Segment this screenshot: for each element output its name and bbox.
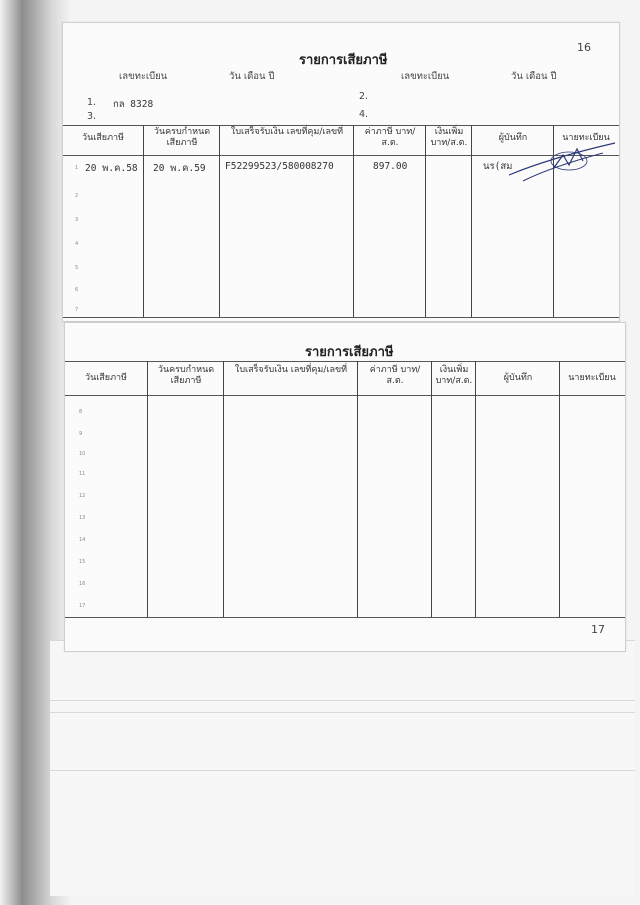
col-header-tax: ค่าภาษี บาท/ส.ต. [369,365,421,386]
column-divider [475,361,476,617]
row-marker: 15 [79,559,86,565]
date-label-left: วัน เดือน ปี [229,71,275,82]
row-marker: 16 [79,581,86,587]
cell-tax: 897.00 [373,161,408,172]
column-divider [147,361,148,617]
plate-value: กล 8328 [113,99,154,110]
row-marker: 3 [75,217,79,223]
column-divider [143,125,144,317]
col-header-paid-date: วันเสียภาษี [82,133,124,143]
table-top-rule [63,125,619,126]
column-divider [471,125,472,317]
reg-label-left: เลขทะเบียน [119,71,168,82]
col-header-surcharge: เงินเพิ่ม บาท/ส.ต. [435,365,473,386]
table-bottom-rule [65,617,625,618]
row-marker: 7 [75,307,79,313]
table-header-rule [65,395,625,396]
cell-recorder: นร(สม [483,161,513,172]
col-header-due-date: วันครบกำหนด เสียภาษี [157,365,215,386]
faint-rule [50,712,635,713]
table-top-rule [65,361,625,362]
col-header-surcharge: เงินเพิ่ม บาท/ส.ต. [430,127,468,148]
tax-record-page-top [62,22,620,322]
col-header-registrar: นายทะเบียน [568,373,616,383]
underlying-page [50,640,635,896]
plate-slot-number: 1. [87,97,97,108]
row-marker: 13 [79,515,86,521]
page-title: รายการเสียภาษี [305,345,394,360]
column-divider [219,125,220,317]
row-marker: 10 [79,451,86,457]
row-marker: 1 [75,165,79,171]
cell-paid-date: 20 พ.ค.58 [85,163,138,174]
col-header-paid-date: วันเสียภาษี [85,373,127,383]
col-header-receipt: ใบเสร็จรับเงิน เลขที่คุม/เลขที่ [230,127,344,137]
col-header-recorder: ผู้บันทึก [498,133,528,143]
reg-label-right: เลขทะเบียน [401,71,450,82]
col-header-recorder: ผู้บันทึก [503,373,533,383]
page-title: รายการเสียภาษี [299,53,388,68]
column-divider [223,361,224,617]
date-label-right: วัน เดือน ปี [511,71,557,82]
row-marker: 11 [79,471,86,477]
column-divider [357,361,358,617]
column-divider [559,361,560,617]
column-divider [425,125,426,317]
col-header-registrar: นายทะเบียน [562,133,610,143]
col-header-receipt: ใบเสร็จรับเงิน เลขที่คุม/เลขที่ [234,365,348,375]
row-marker: 2 [75,193,79,199]
page-number-top: 16 [577,41,591,54]
plate-slot-number: 2. [359,91,369,102]
cell-due-date: 20 พ.ค.59 [153,163,206,174]
row-marker: 9 [79,431,83,437]
column-divider [431,361,432,617]
plate-slot-number: 4. [359,109,369,120]
faint-rule [50,700,635,701]
col-header-due-date: วันครบกำหนด เสียภาษี [153,127,211,148]
column-divider [353,125,354,317]
col-header-tax: ค่าภาษี บาท/ส.ต. [364,127,416,148]
row-marker: 4 [75,241,79,247]
plate-slot-number: 3. [87,111,97,122]
row-marker: 14 [79,537,86,543]
registrar-stamp-signature [503,135,619,185]
faint-rule [50,770,635,771]
cell-receipt: F52299523/580008270 [225,161,334,172]
row-marker: 5 [75,265,79,271]
tax-record-page-bottom [64,322,626,652]
row-marker: 12 [79,493,86,499]
row-marker: 8 [79,409,83,415]
table-bottom-rule [63,317,619,318]
row-marker: 17 [79,603,86,609]
page-number-bottom: 17 [591,623,605,636]
row-marker: 6 [75,287,79,293]
